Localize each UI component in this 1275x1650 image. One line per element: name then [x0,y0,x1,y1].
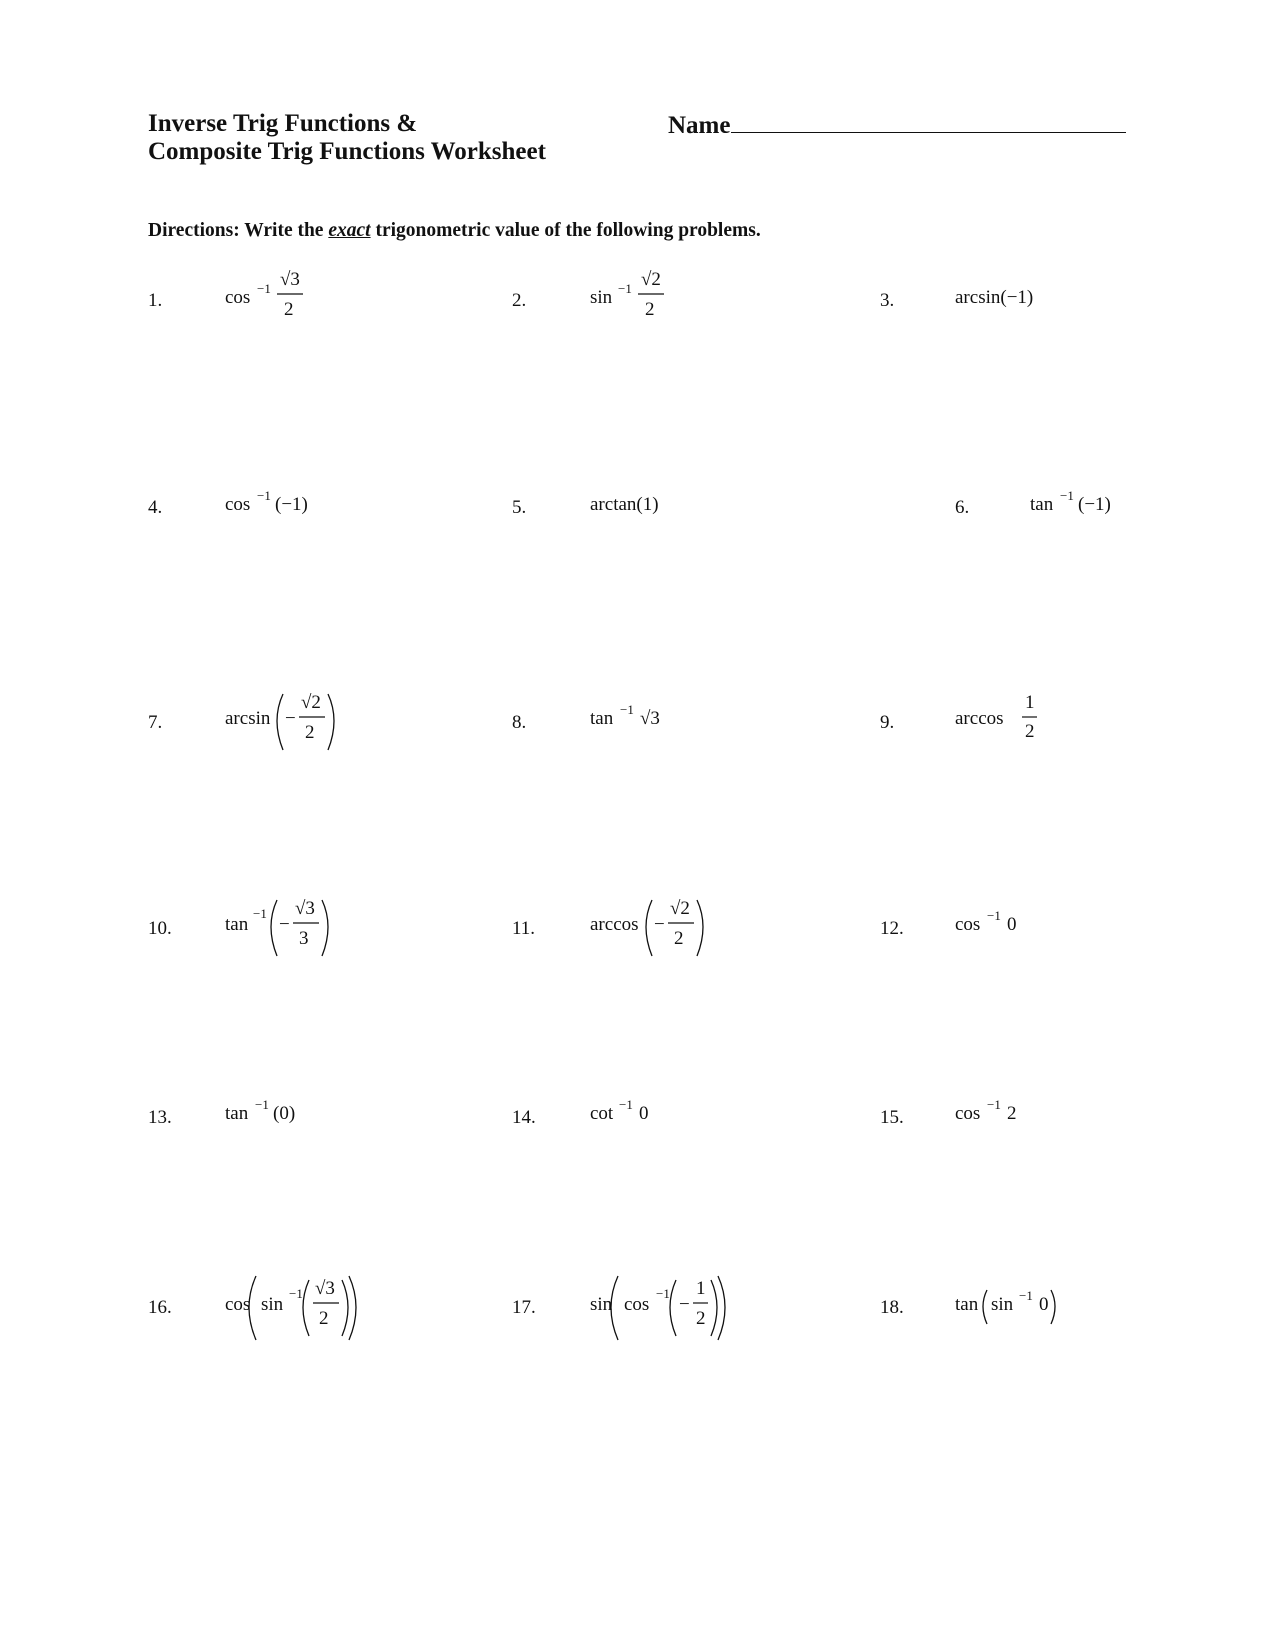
svg-text:0: 0 [639,1103,649,1124]
svg-text:2: 2 [1007,1103,1017,1124]
problem-number: 1. [148,290,163,311]
svg-text:cos: cos [955,914,981,935]
name-label: Name [668,112,731,139]
svg-text:−1: −1 [289,1286,303,1301]
svg-text:2: 2 [305,722,315,743]
svg-text:−1: −1 [253,906,267,921]
svg-text:√2: √2 [641,269,661,290]
svg-text:2: 2 [645,299,655,320]
title-line-2: Composite Trig Functions Worksheet [148,138,546,165]
problem-number: 16. [148,1297,172,1318]
svg-text:1: 1 [1025,692,1035,713]
svg-text:cos: cos [955,1103,981,1124]
problem-2-expression [590,265,680,325]
problem-18-expression [955,1274,1075,1344]
svg-text:√3: √3 [315,1278,335,1299]
svg-text:−1: −1 [987,1097,1001,1112]
problem-number: 9. [880,712,895,733]
svg-text:−1: −1 [255,1097,269,1112]
svg-text:sin: sin [991,1294,1014,1315]
svg-text:−1: −1 [257,281,271,296]
title-line-1: Inverse Trig Functions & [148,110,418,137]
problem-17-expression [590,1274,740,1344]
problem-11-expression [590,896,720,962]
problem-6-expression [1030,472,1130,532]
svg-text:sin: sin [261,1294,284,1315]
directions [148,220,761,242]
directions-prefix: Directions: Write the [148,220,329,241]
problem-number: 8. [512,712,527,733]
problem-number: 11. [512,918,536,939]
svg-text:2: 2 [284,299,294,320]
problem-13-expression [225,1085,325,1145]
problem-number: 2. [512,290,527,311]
directions-suffix: trigonometric value of the following problems. [370,220,761,241]
problem-number: 3. [880,290,895,311]
problem-12-expression [955,896,1055,956]
svg-text:arctan(1): arctan(1) [590,494,659,515]
svg-text:tan: tan [225,1103,249,1124]
svg-text:arcsin: arcsin [225,708,271,729]
svg-text:−: − [279,914,290,935]
svg-text:√3: √3 [640,708,660,729]
svg-text:−1: −1 [257,488,271,503]
svg-text:2: 2 [319,1308,329,1329]
svg-text:cos: cos [624,1294,650,1315]
svg-text:2: 2 [1025,721,1035,742]
svg-text:(0): (0) [273,1103,296,1124]
svg-text:tan: tan [1030,494,1054,515]
svg-text:√3: √3 [280,269,300,290]
svg-text:−1: −1 [656,1286,670,1301]
problem-number: 15. [880,1107,904,1128]
svg-text:tan: tan [955,1294,979,1315]
svg-text:√3: √3 [295,898,315,919]
problem-14-expression [590,1085,690,1145]
svg-text:3: 3 [299,928,309,949]
svg-text:−1: −1 [620,702,634,717]
svg-text:−1: −1 [618,281,632,296]
svg-text:−1: −1 [987,908,1001,923]
svg-text:1: 1 [696,1278,706,1299]
svg-text:2: 2 [674,928,684,949]
problem-number: 17. [512,1297,536,1318]
problem-5-expression [590,472,690,532]
problem-number: 6. [955,497,970,518]
svg-text:tan: tan [590,708,614,729]
problem-number: 14. [512,1107,536,1128]
svg-text:√2: √2 [670,898,690,919]
svg-text:arccos: arccos [590,914,639,935]
svg-text:arcsin(−1): arcsin(−1) [955,287,1034,308]
problem-16-expression [225,1274,365,1344]
svg-text:−: − [285,708,296,729]
problem-number: 13. [148,1107,172,1128]
svg-text:cos: cos [225,494,251,515]
svg-text:cot: cot [590,1103,614,1124]
directions-emphasis: exact [328,220,371,241]
svg-text:cos: cos [225,1294,251,1315]
svg-text:sin: sin [590,1294,613,1315]
name-blank-line[interactable] [731,110,1126,133]
svg-text:(−1): (−1) [1078,494,1111,515]
problem-10-expression [225,896,345,962]
problem-number: 12. [880,918,904,939]
problem-8-expression [590,690,690,750]
svg-text:sin: sin [590,287,613,308]
svg-text:−1: −1 [619,1097,633,1112]
problem-number: 5. [512,497,527,518]
svg-text:cos: cos [225,287,251,308]
name-field[interactable] [668,110,1126,140]
svg-text:2: 2 [696,1308,706,1329]
problem-number: 7. [148,712,163,733]
problem-4-expression [225,472,325,532]
problem-1-expression [225,265,315,325]
svg-text:0: 0 [1039,1294,1049,1315]
svg-text:−1: −1 [1060,488,1074,503]
problem-number: 4. [148,497,163,518]
svg-text:−: − [654,914,665,935]
svg-text:tan: tan [225,914,249,935]
problem-number: 18. [880,1297,904,1318]
svg-text:arccos: arccos [955,708,1004,729]
problem-15-expression [955,1085,1055,1145]
svg-text:√2: √2 [301,692,321,713]
worksheet-title [148,110,546,166]
problem-9-expression [955,690,1065,750]
svg-text:(−1): (−1) [275,494,308,515]
problem-7-expression [225,690,345,756]
svg-text:−1: −1 [1019,1288,1033,1303]
problem-number: 10. [148,918,172,939]
svg-text:0: 0 [1007,914,1017,935]
problem-3-expression [955,265,1065,325]
svg-text:−: − [679,1294,690,1315]
